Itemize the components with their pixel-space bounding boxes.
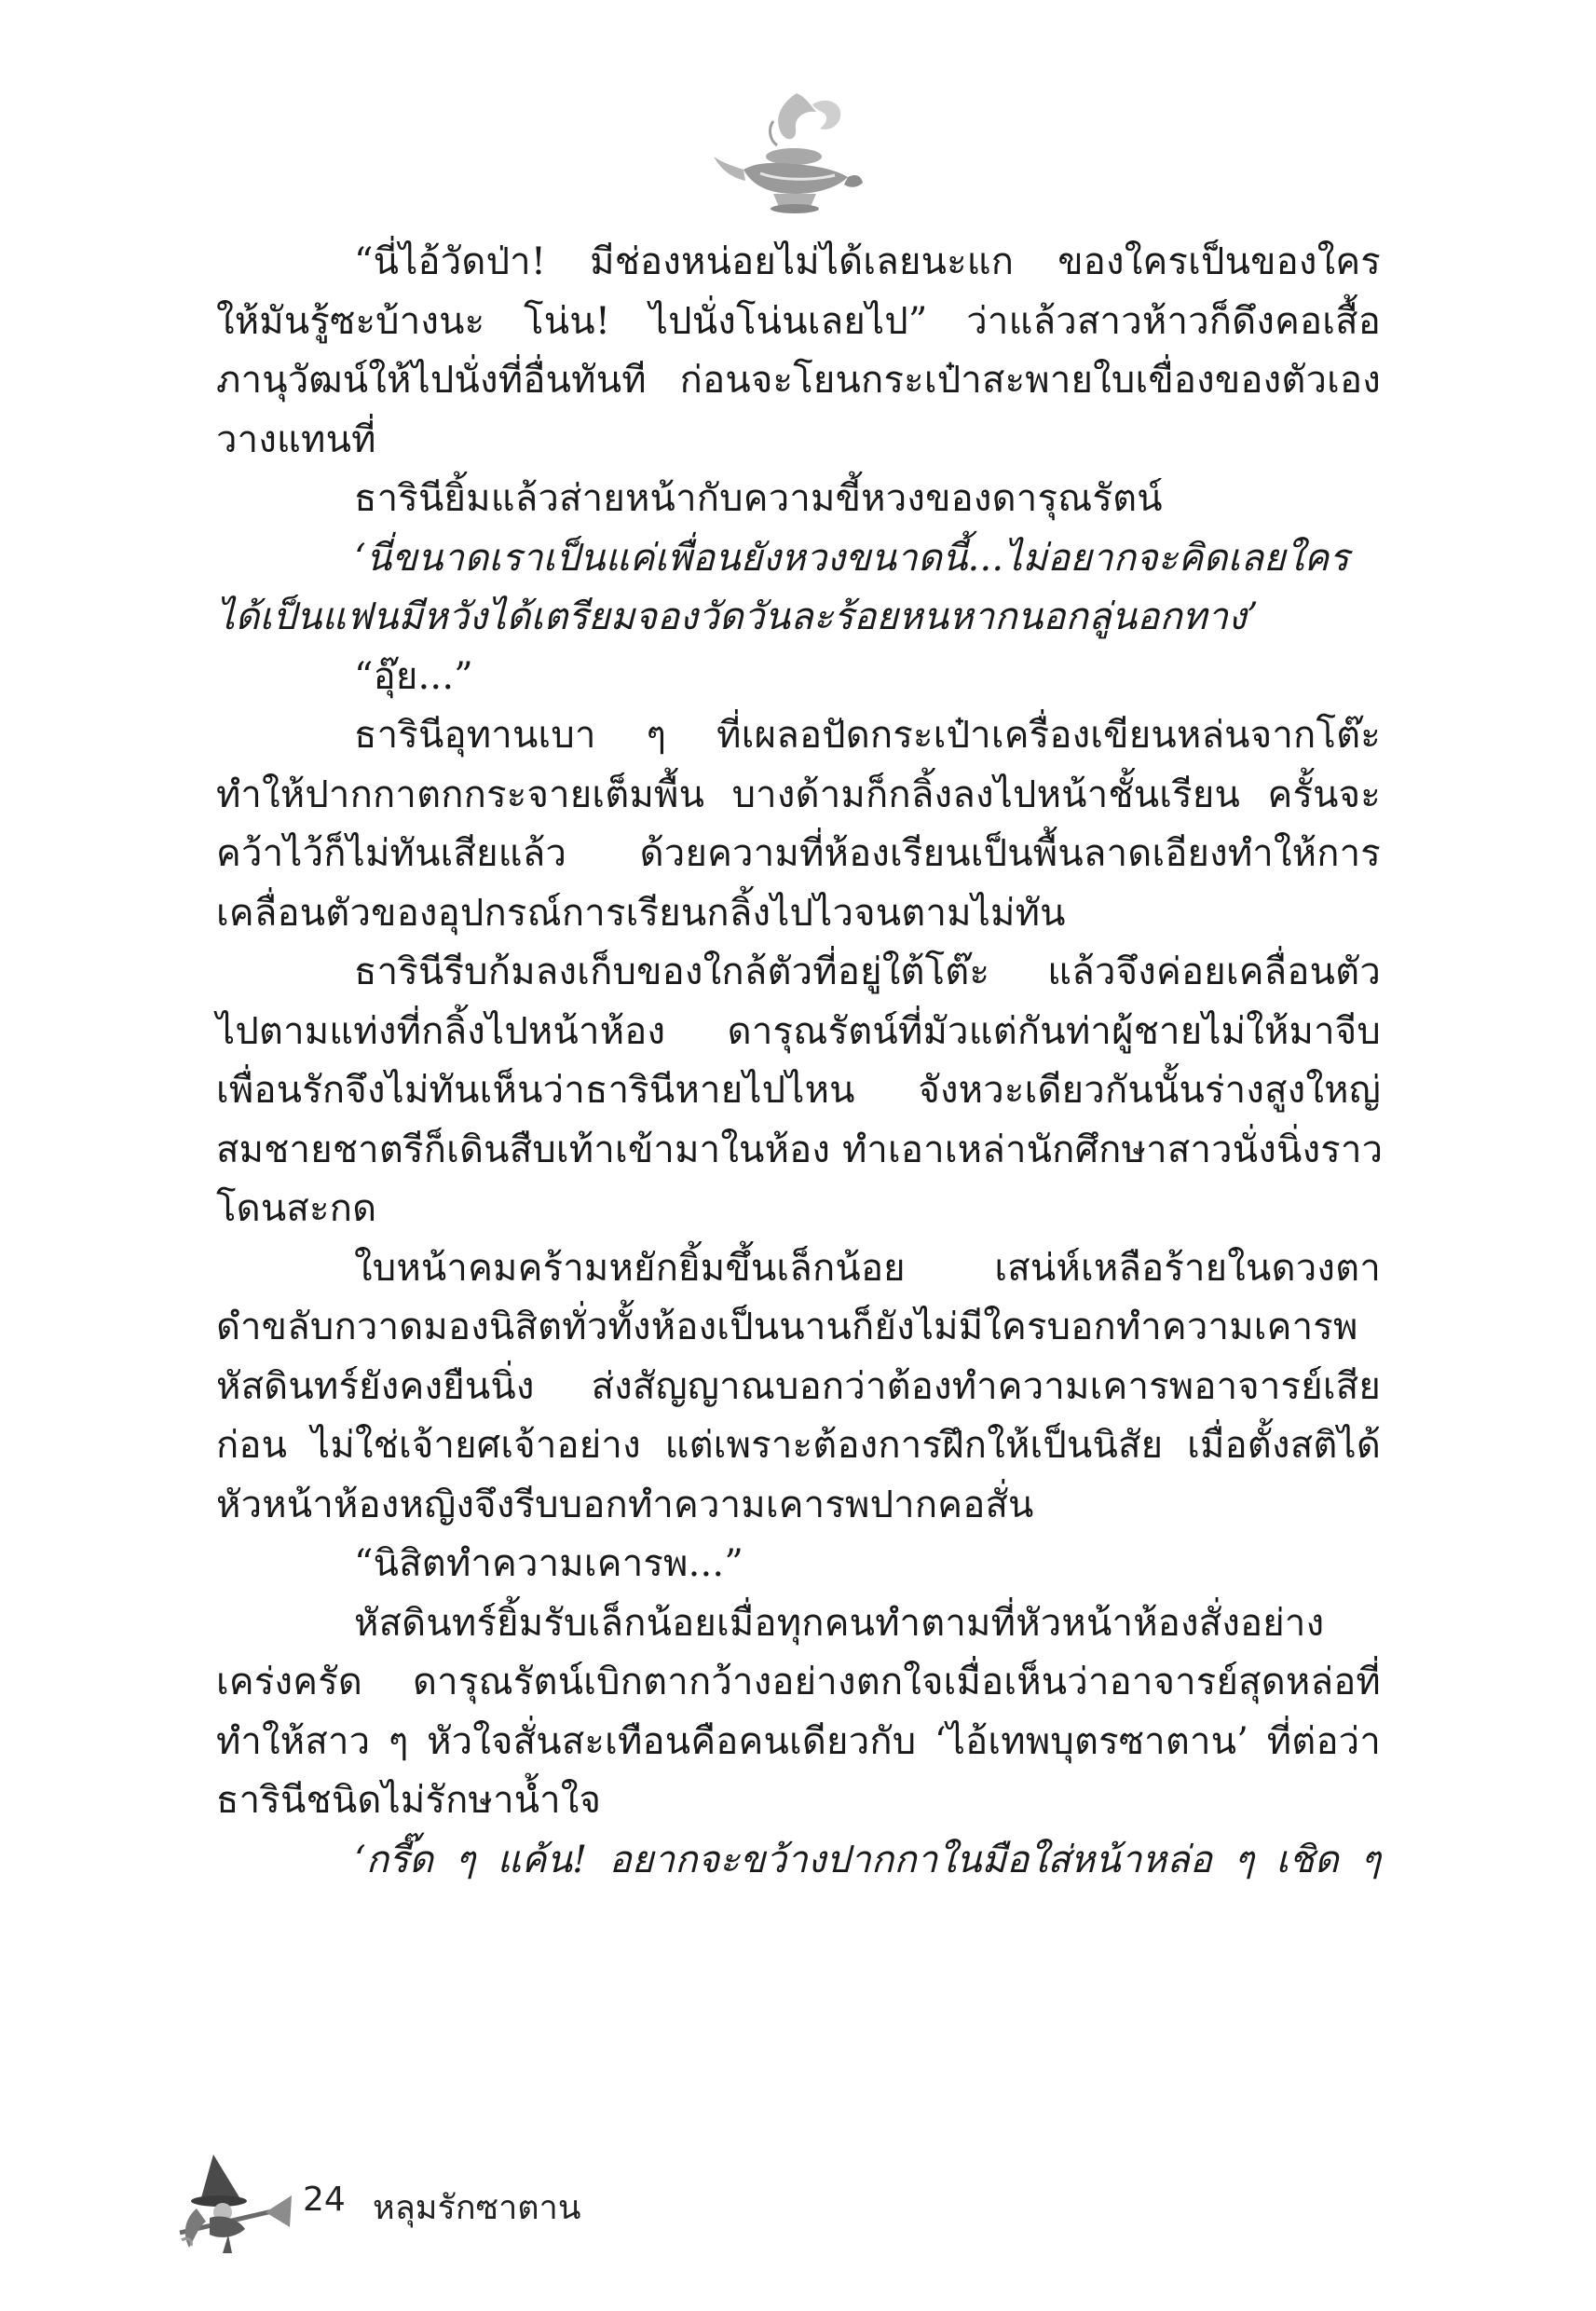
text-line: วางแทนที่ xyxy=(216,417,376,461)
magic-lamp-ornament-icon xyxy=(708,84,866,224)
text-line: ทำให้สาว ๆ หัวใจสั่นสะเทือนคือคนเดียวกับ ‘ไอ้เทพบุตรซาตาน’ ที่ต่อว่า xyxy=(216,1719,1381,1763)
text-line: ก่อน ไม่ใช่เจ้ายศเจ้าอย่าง แต่เพราะต้องการฝึกให้เป็นนิสัย เมื่อตั้งสติได้ xyxy=(216,1424,1381,1467)
text-line: ดำขลับกวาดมองนิสิตทั่วทั้งห้องเป็นนานก็ยังไม่มีใครบอกทำความเคารพ xyxy=(216,1306,1358,1348)
text-line: คว้าไว้ก็ไม่ทันเสียแล้ว ด้วยความที่ห้องเรียนเป็นพื้นลาดเอียงทำให้การ xyxy=(216,832,1381,875)
text-line: หัสดินทร์ยิ้มรับเล็กน้อยเมื่อทุกคนทำตามที่หัวหน้าห้องสั่งอย่าง xyxy=(354,1601,1325,1645)
text-line: หัวหน้าห้องหญิงจึงรีบบอกทำความเคารพปากคอสั่น xyxy=(216,1483,1034,1526)
page-footer xyxy=(172,2143,825,2264)
witch-on-broom-icon xyxy=(172,2143,293,2264)
text-line: ธารินีรีบก้มลงเก็บของใกล้ตัวที่อยู่ใต้โต๊ะ แล้วจึงค่อยเคลื่อนตัว xyxy=(354,950,1381,993)
text-line: เพื่อนรักจึงไม่ทันเห็นว่าธารินีหายไปไหน จังหวะเดียวกันนั้นร่างสูงใหญ่ xyxy=(216,1069,1381,1112)
text-line: ภานุวัฒน์ให้ไปนั่งที่อื่นทันที ก่อนจะโยนกระเป๋าสะพายใบเขื่องของตัวเอง xyxy=(216,359,1381,402)
text-line: ‘นี่ขนาดเราเป็นแค่เพื่อนยังหวงขนาดนี้...ไม่อยากจะคิดเลยใคร xyxy=(354,536,1350,580)
text-line: “อุ๊ย...” xyxy=(354,654,473,698)
text-line: หัสดินทร์ยังคงยืนนิ่ง ส่งสัญญาณบอกว่าต้องทำความเคารพอาจารย์เสีย xyxy=(216,1364,1381,1408)
text-line: ธารินีชนิดไม่รักษาน้ำใจ xyxy=(216,1779,602,1822)
body-text xyxy=(216,233,1384,1890)
text-line: เคร่งครัด ดารุณรัตน์เบิกตากว้างอย่างตกใจเมื่อเห็นว่าอาจารย์สุดหล่อที่ xyxy=(216,1661,1381,1703)
text-line: ทำให้ปากกาตกกระจายเต็มพื้น บางด้ามก็กลิ้งลงไปหน้าชั้นเรียน ครั้นจะ xyxy=(216,773,1381,816)
text-line: ‘กรี๊ด ๆ แค้น! อยากจะขว้างปากกาในมือใส่หน้าหล่อ ๆ เชิด ๆ xyxy=(354,1838,1381,1881)
text-line: ใบหน้าคมคร้ามหยักยิ้มขึ้นเล็กน้อย เสน่ห์เหลือร้ายในดวงตา xyxy=(354,1246,1381,1290)
text-line: ได้เป็นแฟนมีหวังได้เตรียมจองวัดวันละร้อยหนหากนอกลู่นอกทาง’ xyxy=(216,595,1259,638)
text-line: สมชายชาตรีก็เดินสืบเท้าเข้ามาในห้อง ทำเอาเหล่านักศึกษาสาวนั่งนิ่งราว xyxy=(216,1128,1384,1171)
text-line: “นิสิตทำความเคารพ...” xyxy=(354,1542,743,1585)
text-line: ธารินีอุทานเบา ๆ ที่เผลอปัดกระเป๋าเครื่องเขียนหล่นจากโต๊ะ xyxy=(354,714,1381,757)
text-line: เคลื่อนตัวของอุปกรณ์การเรียนกลิ้งไปไวจนตามไม่ทัน xyxy=(216,891,1066,935)
text-line: ไปตามแท่งที่กลิ้งไปหน้าห้อง ดารุณรัตน์ที่มัวแต่กันท่าผู้ชายไม่ให้มาจีบ xyxy=(216,1009,1381,1053)
text-line: โดนสะกด xyxy=(216,1187,377,1230)
book-title: หลุมรักซาตาน xyxy=(373,2189,581,2227)
page-number: 24 xyxy=(303,2181,346,2219)
text-line: “นี่ไอ้วัดป่า! มีช่องหน่อยไม่ได้เลยนะแก ของใครเป็นของใคร xyxy=(354,240,1381,283)
text-line: ให้มันรู้ซะบ้างนะ โน่น! ไปนั่งโน่นเลยไป” ว่าแล้วสาวห้าวก็ดึงคอเสื้อ xyxy=(216,299,1381,343)
text-line: ธารินียิ้มแล้วส่ายหน้ากับความขี้หวงของดารุณรัตน์ xyxy=(354,477,1163,520)
